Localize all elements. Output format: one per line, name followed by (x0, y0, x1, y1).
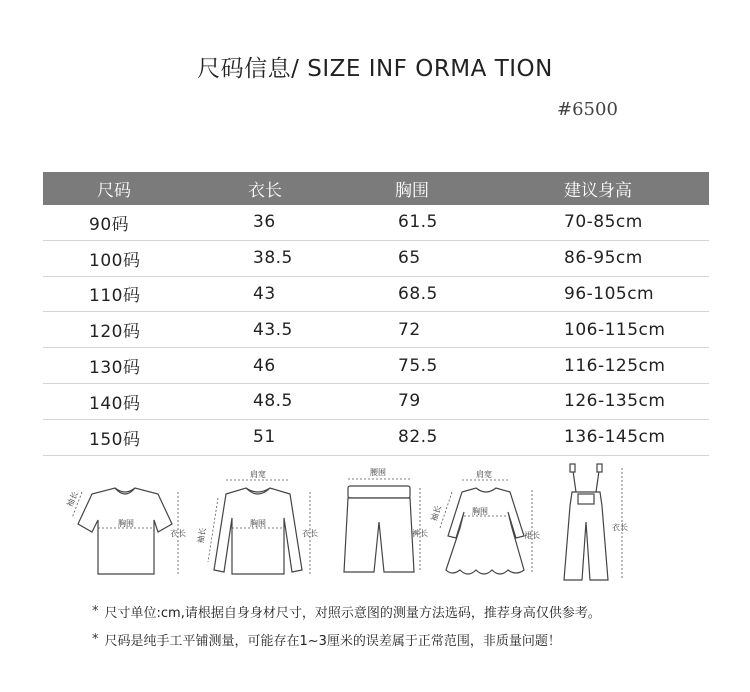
height-cell: 106-115cm (564, 319, 666, 340)
overalls-icon (552, 462, 650, 587)
dress-chest-label: 胸围 (472, 507, 488, 516)
length-cell: 36 (253, 212, 276, 233)
size-cell: 130码 (89, 358, 141, 379)
sweater-shoulder-label: 肩宽 (250, 470, 266, 479)
column-header-height: 建议身高 (564, 181, 632, 201)
column-header-chest: 胸围 (395, 181, 429, 201)
size-cell: 110码 (89, 286, 141, 307)
height-cell: 126-135cm (564, 391, 666, 412)
tshirt-length-label: 衣长 (170, 529, 186, 538)
length-cell: 48.5 (253, 391, 293, 412)
overalls-length-label: 衣长 (612, 523, 628, 532)
chest-cell: 79 (398, 391, 421, 412)
chest-cell: 75.5 (398, 355, 438, 376)
column-header-length: 衣长 (248, 181, 282, 201)
measurement-diagrams (60, 462, 650, 587)
dress-sleeve-label: 袖长 (429, 504, 443, 523)
dress-length-label: 裙长 (524, 531, 540, 540)
table-row (43, 420, 709, 456)
size-table (43, 172, 709, 456)
size-cell: 150码 (89, 429, 141, 450)
sweater-chest-label: 胸围 (250, 519, 266, 528)
star-icon: * (92, 603, 99, 619)
star-icon: * (92, 631, 99, 647)
height-cell: 136-145cm (564, 427, 666, 448)
tshirt-chest-label: 胸围 (118, 519, 134, 528)
height-cell: 70-85cm (564, 212, 643, 233)
dress-shoulder-label: 肩宽 (476, 470, 492, 479)
chest-cell: 65 (398, 248, 421, 269)
height-cell: 116-125cm (564, 355, 666, 376)
table-row (43, 312, 709, 348)
product-code: #6500 (557, 99, 618, 120)
table-row (43, 384, 709, 420)
length-cell: 46 (253, 355, 276, 376)
chest-cell: 82.5 (398, 427, 438, 448)
tshirt-icon (65, 462, 190, 587)
pants-waist-label: 腰围 (370, 468, 386, 477)
column-header-size: 尺码 (97, 181, 131, 201)
size-cell: 120码 (89, 322, 141, 343)
tshirt-sleeve-label: 袖长 (65, 489, 81, 509)
dress-icon (429, 462, 552, 587)
sweater-sleeve-label: 袖长 (196, 526, 208, 545)
sweater-icon (198, 462, 328, 587)
chest-cell: 68.5 (398, 283, 438, 304)
length-cell: 38.5 (253, 248, 293, 269)
chest-cell: 72 (398, 319, 421, 340)
size-cell: 90码 (89, 214, 130, 235)
note-text: 尺码是纯手工平铺测量，可能存在1~3厘米的误差属于正常范围，非质量问题！ (104, 633, 561, 649)
page-title: 尺码信息/ SIZE INF ORMA TION (197, 56, 553, 82)
table-row (43, 348, 709, 384)
sweater-length-label: 衣长 (302, 529, 318, 538)
note-item (92, 597, 601, 625)
note-text: 尺寸单位:cm,请根据自身身材尺寸，对照示意图的测量方法选码，推荐身高仅供参考。 (104, 605, 601, 621)
notes (92, 597, 601, 653)
length-cell: 43.5 (253, 319, 293, 340)
table-row (43, 241, 709, 277)
length-cell: 51 (253, 427, 276, 448)
length-cell: 43 (253, 283, 276, 304)
size-cell: 140码 (89, 393, 141, 414)
height-cell: 96-105cm (564, 283, 655, 304)
table-row (43, 277, 709, 313)
pants-length-label: 裤长 (412, 529, 428, 538)
chest-cell: 61.5 (398, 212, 438, 233)
table-row (43, 205, 709, 241)
pants-icon (332, 462, 432, 587)
size-cell: 100码 (89, 250, 141, 271)
height-cell: 86-95cm (564, 248, 643, 269)
note-item (92, 625, 601, 653)
table-header (43, 172, 709, 205)
